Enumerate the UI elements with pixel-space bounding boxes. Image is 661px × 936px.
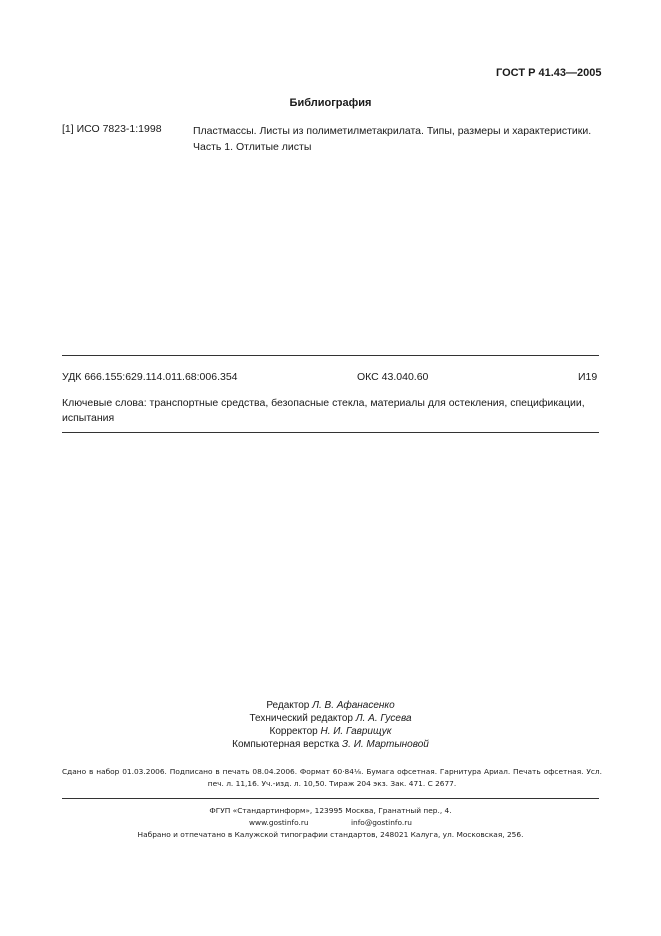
credit-role: Компьютерная верстка bbox=[232, 739, 340, 750]
publisher-block bbox=[0, 805, 661, 841]
imprint-text: Сдано в набор 01.03.2006. Подписано в печать 08.04.2006. Формат 60·84⅛. Бумага офсетная. Гарнитура Ариал. Печать офсетная. Усл. печ. л. 11,16. Уч.-изд. л. 10,50. Тираж 204 экз. Зак. 471. С 2677. bbox=[62, 767, 602, 788]
udk-code: УДК 666.155:629.114.011.68:006.354 bbox=[62, 371, 238, 383]
printing-house: Набрано и отпечатано в Калужской типографии стандартов, 248021 Калуга, ул. Московская, 256. bbox=[137, 830, 524, 839]
credit-person: Л. В. Афанасенко bbox=[312, 700, 395, 711]
credit-person: Л. А. Гусева bbox=[355, 713, 412, 724]
credit-role: Редактор bbox=[266, 700, 310, 711]
reference-text bbox=[193, 123, 603, 155]
reference-text-line2: Часть 1. Отлитые листы bbox=[193, 141, 312, 153]
keywords-divider bbox=[62, 432, 599, 433]
credits-block bbox=[0, 699, 661, 751]
oks-code: ОКС 43.040.60 bbox=[357, 371, 429, 383]
publisher-divider bbox=[62, 798, 599, 799]
credit-person: Н. И. Гаврищук bbox=[320, 726, 392, 737]
publisher-email: info@gostinfo.ru bbox=[350, 818, 412, 827]
publisher-address: ФГУП «Стандартинформ», 123995 Москва, Гранатный пер., 4. bbox=[209, 806, 452, 815]
credit-role: Корректор bbox=[269, 726, 318, 737]
credit-person: З. И. Мартыновой bbox=[342, 739, 429, 750]
bibliography-title: Библиография bbox=[289, 97, 372, 109]
publisher-website: www.gostinfo.ru bbox=[249, 818, 309, 827]
credit-editor bbox=[0, 699, 661, 712]
standard-code: ГОСТ Р 41.43—2005 bbox=[496, 67, 602, 79]
credit-layout bbox=[0, 738, 661, 751]
keywords: Ключевые слова: транспортные средства, безопасные стекла, материалы для остекления, спецификации, испытания bbox=[62, 397, 585, 424]
top-divider bbox=[62, 355, 599, 356]
credit-tech-editor bbox=[0, 712, 661, 725]
credit-role: Технический редактор bbox=[249, 713, 353, 724]
reference-text-line1: Пластмассы. Листы из полиметилметакрилата. Типы, размеры и характеристики. bbox=[193, 125, 592, 137]
publisher-contacts bbox=[0, 817, 661, 829]
credit-corrector bbox=[0, 725, 661, 738]
group-code: И19 bbox=[578, 371, 598, 383]
reference-id: [1] ИСО 7823-1:1998 bbox=[62, 123, 162, 135]
